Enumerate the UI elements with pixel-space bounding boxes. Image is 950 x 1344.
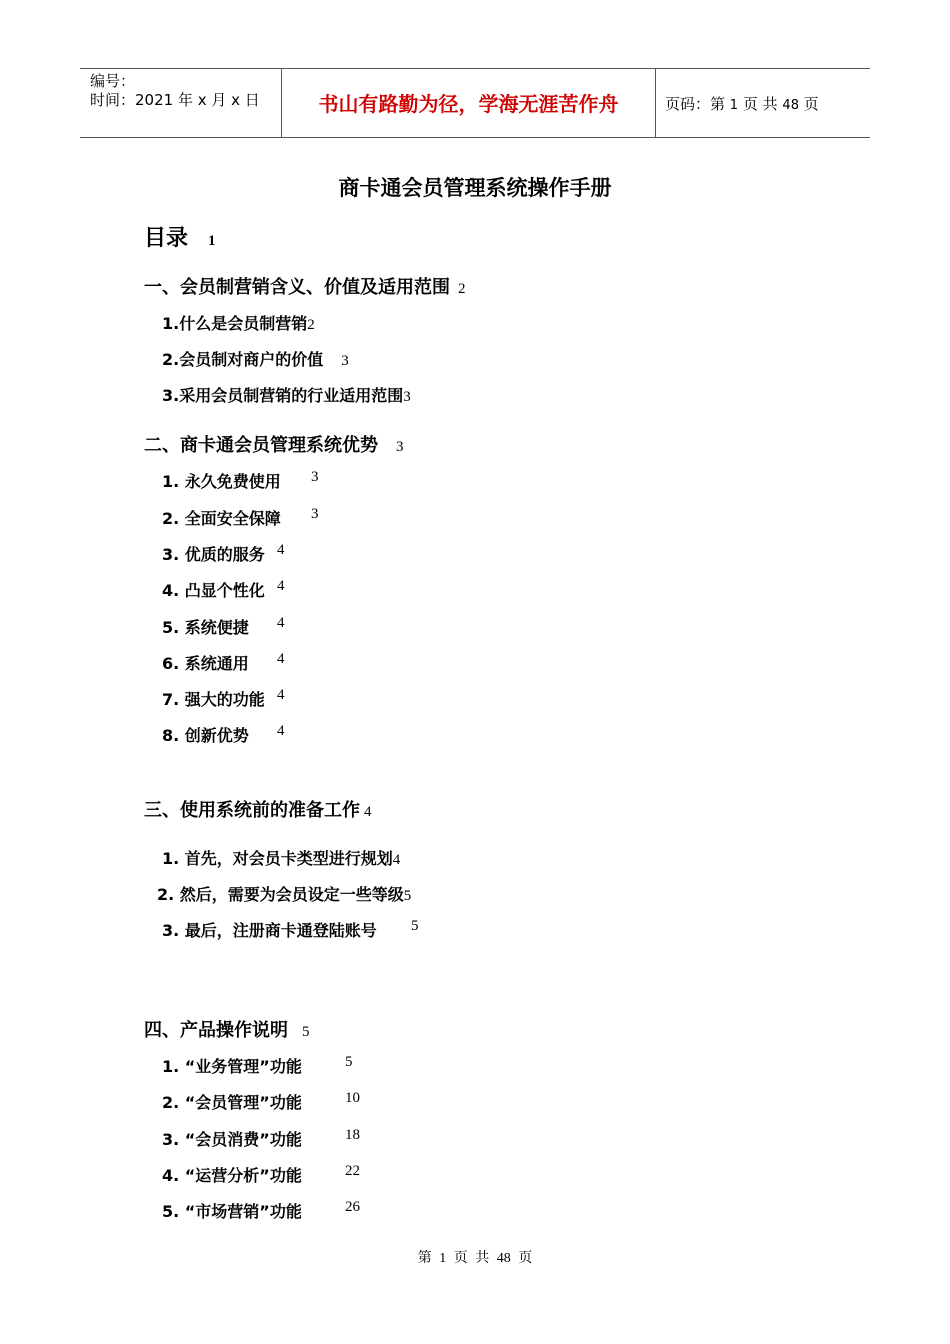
toc-entry-text: 四、产品操作说明 (144, 1020, 288, 1041)
toc-entry-page: 3 (341, 353, 349, 369)
toc-entry-text: 8. 创新优势 (162, 726, 249, 745)
toc-section[interactable] (144, 796, 372, 822)
toc-entry-page: 4 (277, 687, 285, 703)
toc-entry-page: 4 (277, 542, 285, 558)
toc-entry-text: 一、会员制营销含义、价值及适用范围 (144, 277, 450, 298)
toc-entry-text: 2. 然后，需要为会员设定一些等级 (157, 885, 404, 904)
toc-entry-text: 5. 系统便捷 (162, 618, 249, 637)
toc-entry[interactable] (162, 542, 285, 565)
toc-entry[interactable] (162, 1199, 360, 1222)
toc-entry-text: 4. 凸显个性化 (162, 581, 265, 600)
toc-page: 1 (208, 233, 216, 249)
toc-entry[interactable] (162, 651, 285, 674)
toc-entry-text: 1.什么是会员制营销 (162, 314, 308, 333)
toc-entry-text: 二、商卡通会员管理系统优势 (144, 435, 378, 456)
toc-entry[interactable] (162, 1054, 353, 1077)
toc-title: 目录 (144, 226, 189, 251)
toc-entry-page: 3 (311, 506, 319, 522)
toc-entry[interactable] (162, 846, 400, 869)
toc-heading (144, 221, 216, 252)
page-mid: 页 共 (742, 95, 778, 113)
toc-entry-page: 22 (345, 1163, 360, 1179)
toc-entry-text: 6. 系统通用 (162, 654, 249, 673)
toc-entry[interactable] (162, 723, 285, 746)
toc-entry[interactable] (162, 687, 285, 710)
toc-entry-text: 2. 全面安全保障 (162, 509, 281, 528)
toc-entry-page: 3 (396, 439, 404, 455)
toc-entry-text: 7. 强大的功能 (162, 690, 265, 709)
toc-section[interactable] (144, 273, 466, 299)
toc-entry-page: 5 (411, 918, 419, 934)
toc-entry-page: 4 (277, 578, 285, 594)
time-label: 时间：2021 年 x 月 x 日 (90, 91, 260, 109)
toc-section[interactable] (144, 1016, 310, 1042)
page-prefix: 页码：第 (665, 95, 726, 113)
toc-entry-text: 3. 最后，注册商卡通登陆账号 (162, 921, 377, 940)
toc-entry-page: 2 (458, 281, 466, 297)
toc-entry-text: 1. 永久免费使用 (162, 472, 281, 491)
toc-entry-text: 5. “市场营销”功能 (162, 1202, 302, 1221)
toc-entry[interactable] (162, 1090, 360, 1113)
toc-entry[interactable] (162, 918, 419, 941)
toc-section[interactable] (144, 431, 404, 457)
header-left-cell (80, 69, 280, 137)
page-suffix: 页 (803, 95, 819, 113)
toc-entry-page: 18 (345, 1127, 360, 1143)
toc-entry[interactable] (157, 882, 411, 905)
toc-entry-page: 2 (307, 317, 315, 333)
page-total: 48 (782, 98, 799, 113)
toc-entry[interactable] (162, 1163, 360, 1186)
document-title: 商卡通会员管理系统操作手册 (338, 176, 612, 200)
header-motto-cell (281, 69, 656, 137)
toc-entry-page: 4 (277, 615, 285, 631)
toc-entry-page: 5 (302, 1024, 310, 1040)
toc-entry-page: 3 (403, 389, 411, 405)
header-page-info (665, 95, 819, 115)
toc-entry-text: 3. 优质的服务 (162, 545, 265, 564)
toc-entry[interactable] (162, 1127, 360, 1150)
page-header (80, 68, 870, 138)
toc-entry-text: 三、使用系统前的准备工作 (144, 800, 360, 821)
toc-entry-page: 4 (277, 723, 285, 739)
toc-entry[interactable] (162, 311, 315, 334)
toc-entry-text: 4. “运营分析”功能 (162, 1166, 302, 1185)
toc-entry[interactable] (162, 506, 319, 529)
toc-entry-page: 5 (403, 888, 412, 904)
toc-entry-text: 3. “会员消费”功能 (162, 1130, 302, 1149)
toc-entry[interactable] (162, 469, 319, 492)
toc-entry-text: 1. 首先，对会员卡类型进行规划 (162, 849, 393, 868)
toc-entry[interactable] (162, 383, 411, 406)
toc-entry[interactable] (162, 578, 285, 601)
toc-entry-page: 3 (311, 469, 319, 485)
toc-entry-text: 1. “业务管理”功能 (162, 1057, 302, 1076)
motto: 书山有路勤为径，学海无涯苦作舟 (318, 92, 619, 116)
toc-entry-text: 3.采用会员制营销的行业适用范围 (162, 386, 404, 405)
toc-entry-page: 4 (277, 651, 285, 667)
toc-entry-page: 4 (364, 804, 372, 820)
serial-label: 编号： (90, 72, 136, 90)
toc-entry-page: 5 (345, 1054, 353, 1070)
page-number: 1 (729, 98, 739, 113)
toc-entry[interactable] (162, 347, 349, 370)
toc-entry-text: 2. “会员管理”功能 (162, 1093, 302, 1112)
toc-entry-page: 26 (345, 1199, 360, 1215)
toc-entry-text: 2.会员制对商户的价值 (162, 350, 324, 369)
page-footer: 第 1 页 共 48 页 (417, 1251, 533, 1266)
toc-entry[interactable] (162, 615, 285, 638)
header-page-cell (655, 69, 870, 137)
toc-entry-page: 4 (392, 852, 401, 868)
toc-entry-page: 10 (345, 1090, 360, 1106)
